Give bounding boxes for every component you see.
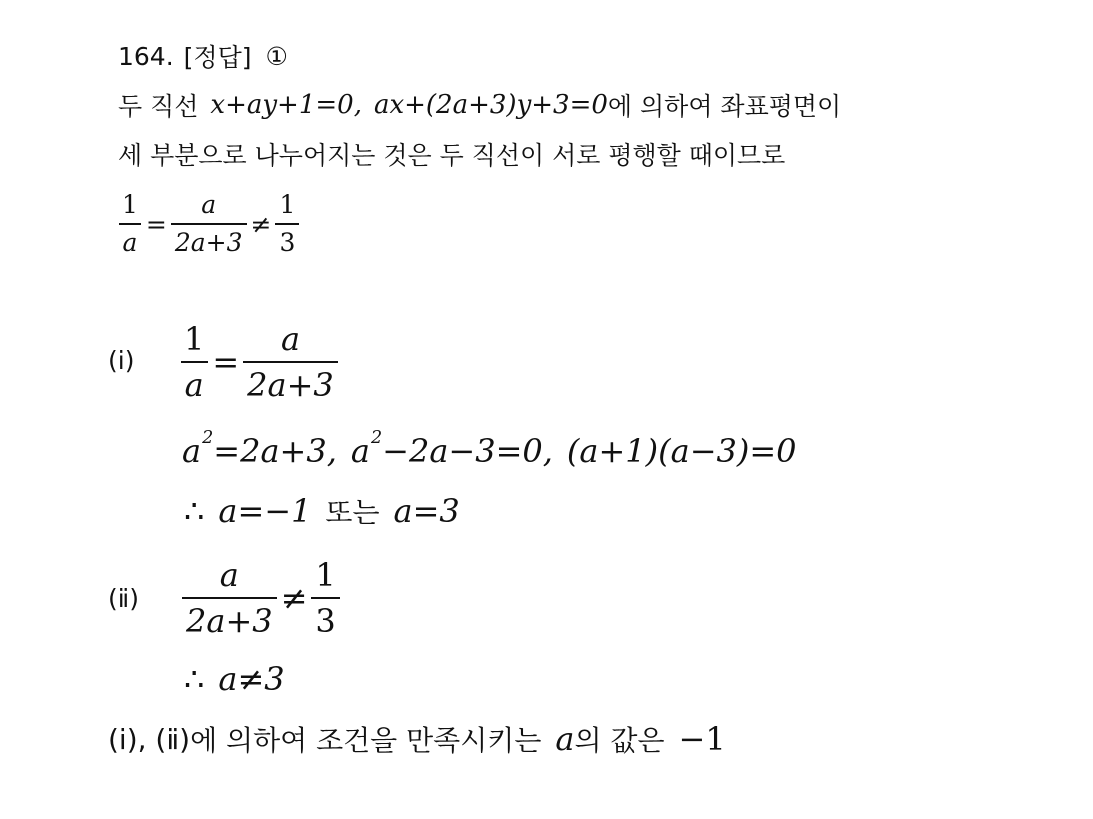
fraction-a-over-2a3: $\frac{a}{2a+3}$ (171, 187, 247, 261)
case-2-fraction-left: $\frac{a}{2a+3}$ (182, 553, 277, 643)
equals-sign: = (145, 209, 167, 239)
case-1-fraction-left: $\frac{1}{a}$ (180, 317, 208, 407)
line-equation-2: ax+(2a+3)y+3=0 (373, 90, 608, 120)
problem-header (118, 36, 288, 76)
case-1-equation (180, 314, 338, 410)
line-equation-1: x+ay+1=0, (210, 90, 362, 120)
intro-line-1 (118, 85, 841, 125)
case-1-exponent-2: 2 (370, 427, 383, 448)
intro-lead: 두 직선 (118, 92, 199, 121)
case-2-label: (ⅱ) (108, 583, 139, 613)
therefore-symbol: ∴ (184, 492, 205, 530)
conclusion-refs: (ⅰ), (ⅱ) (108, 722, 191, 756)
answer-label: [정답] (183, 43, 252, 72)
answer-choice: ① (265, 41, 288, 71)
case-1-exponent: 2 (202, 427, 214, 448)
parallel-condition (118, 182, 299, 266)
therefore-symbol-2: ∴ (184, 660, 205, 698)
problem-number: 164. (118, 41, 174, 71)
not-equal-sign: ≠ (250, 209, 272, 239)
case-2-result-value: a≠3 (218, 660, 285, 698)
case-1-step-1: =2a+3, (213, 432, 337, 470)
case-1-equals: = (212, 343, 240, 381)
case-2-fraction-right: $\frac{1}{3}$ (311, 553, 339, 643)
case-1-fraction-right: $\frac{a}{2a+3}$ (243, 317, 338, 407)
case-1-solution-1: a=−1 (218, 492, 312, 530)
case-1-solution-2: a=3 (393, 492, 460, 530)
case-2-result (184, 656, 285, 702)
fraction-1-over-3: $\frac{1}{3}$ (275, 187, 299, 261)
case-2-equation (182, 550, 340, 646)
case-1-a: a (182, 432, 202, 470)
intro-sentence: 세 부분으로 나누어지는 것은 두 직선이 서로 평행할 때이므로 (118, 141, 786, 170)
case-1-step-3: (a+1)(a−3)=0 (566, 432, 797, 470)
case-1-or: 또는 (325, 496, 380, 529)
intro-line-2 (118, 134, 785, 174)
case-1-label: (ⅰ) (108, 345, 135, 375)
conclusion (108, 716, 726, 762)
conclusion-value: −1 (678, 720, 726, 758)
case-2-not-equal: ≠ (280, 579, 308, 617)
case-1-derivation (182, 428, 797, 474)
conclusion-tail: 의 값은 (574, 724, 665, 757)
intro-tail: 에 의하여 좌표평면이 (607, 92, 842, 121)
case-1-step-2: −2a−3=0, (382, 432, 553, 470)
conclusion-variable: a (555, 720, 575, 758)
case-1-solution (184, 488, 460, 534)
case-1-a-2: a (350, 432, 370, 470)
conclusion-mid: 에 의하여 조건을 만족시키는 (190, 724, 542, 757)
fraction-1-over-a: $\frac{1}{a}$ (118, 187, 142, 261)
